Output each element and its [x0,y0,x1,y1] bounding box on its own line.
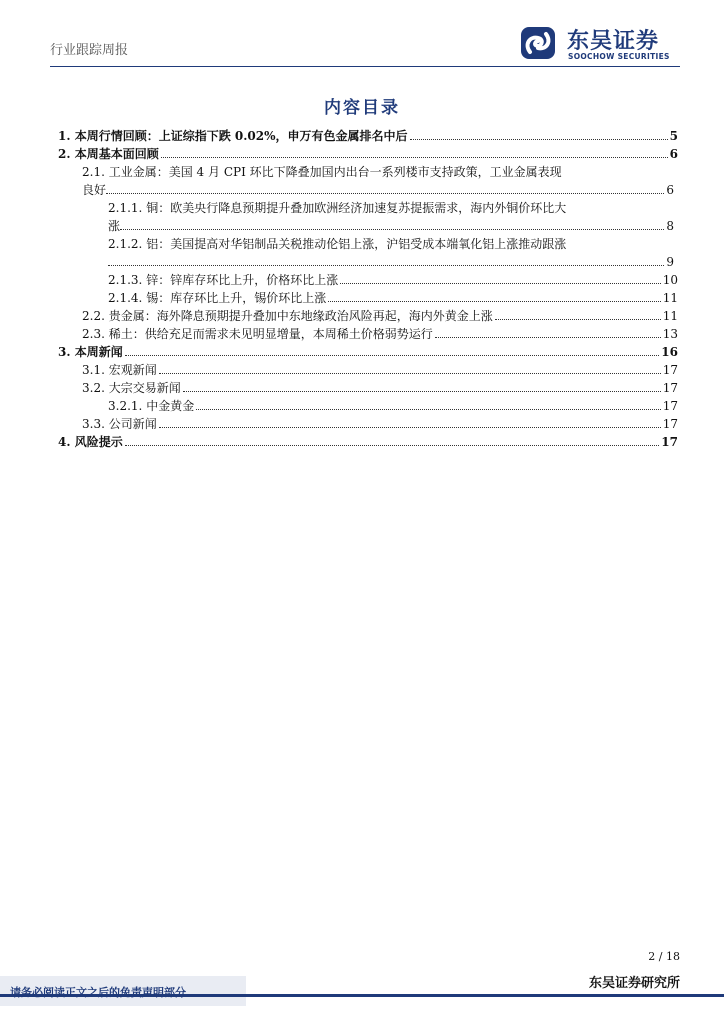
toc-title: 内容目录 [324,98,400,118]
firm-name: 东吴证券研究所 [588,976,680,991]
soochow-logo-icon [520,24,560,62]
disclaimer-text: 请务必阅读正文之后的免责声明部分 [10,986,186,999]
toc-entry[interactable]: 1. 本周行情回顾：上证综指下跌 0.02%，申万有色金属排名中后 5 [58,129,678,143]
toc-entry[interactable]: 2. 本周基本面回顾 6 [58,147,678,161]
header-divider [50,66,680,67]
report-type-label: 行业跟踪周报 [50,43,129,58]
toc-entry[interactable]: 2.2. 贵金属：海外降息预期提升叠加中东地缘政治风险再起，海内外黄金上涨 11 [82,309,678,323]
toc-entry[interactable]: 3.2. 大宗交易新闻 17 [82,381,678,395]
toc-entry[interactable]: 3.3. 公司新闻 17 [82,417,678,431]
toc-entry[interactable]: 3.1. 宏观新闻 17 [82,363,678,377]
toc-entry[interactable]: 2.1.1. 铜：欧美央行降息预期提升叠加欧洲经济加速复苏提振需求，海内外铜价环比大 涨 8 [108,201,674,233]
toc-entry[interactable]: 3.2.1. 中金黄金 17 [108,399,678,413]
toc-entry[interactable]: 4. 风险提示 17 [58,435,678,449]
toc-entry[interactable]: 2.1.2. 铝：美国提高对华铝制品关税推动伦铝上涨，沪铝受成本端氧化铝上涨推动跟涨 9 [108,237,674,269]
brand-logo [520,24,680,64]
toc-entry[interactable]: 2.1. 工业金属：美国 4 月 CPI 环比下降叠加国内出台一系列楼市支持政策，工业金属表现 良好 6 [82,165,674,197]
brand-name-en: SOOCHOW SECURITIES [568,52,670,61]
page-indicator: 2 / 18 [648,950,680,963]
toc-entry[interactable]: 2.1.4. 锡：库存环比上升，锡价环比上涨 11 [108,291,678,305]
toc-entry[interactable]: 2.1.3. 锌：锌库存环比上升，价格环比上涨 10 [108,273,678,287]
table-of-contents [58,127,678,451]
toc-entry[interactable]: 3. 本周新闻 16 [58,345,678,359]
brand-name-cn: 东吴证券 [567,29,660,54]
toc-entry[interactable]: 2.3. 稀土：供给充足而需求未见明显增量，本周稀土价格弱势运行 13 [82,327,678,341]
